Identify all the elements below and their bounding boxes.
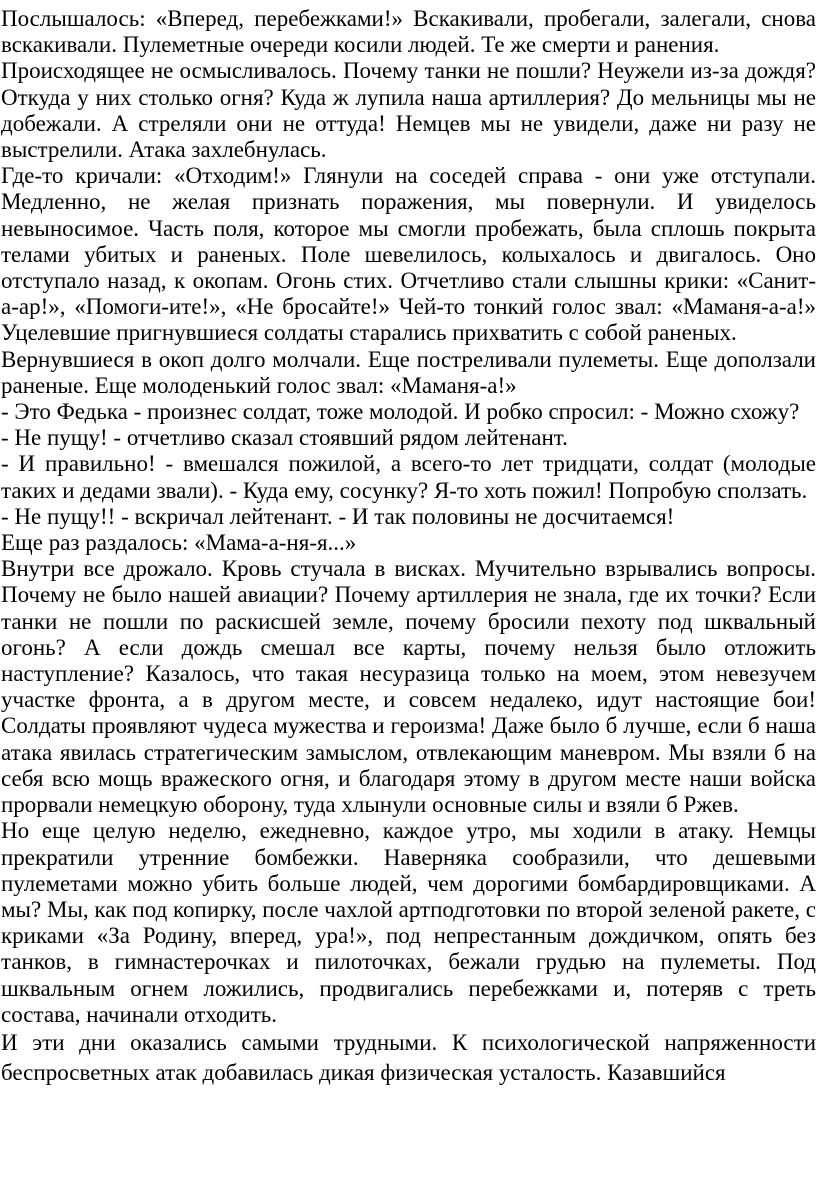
paragraph-7: - И правильно! - вмешался пожилой, а всего-то лет тридцати, солдат (молодые таких и дедами звали). - Куда ему, сосунку? Я-то хоть пожил! Попробую сползать.	[1, 451, 816, 503]
paragraph-10: Внутри все дрожало. Кровь стучала в висках. Мучительно взрывались вопросы. Почему не было нашей авиации? Почему артиллерия не знала, где их точки? Если танки не пошли по раскисшей земле, почему бросили пехоту под шквальный огонь? А если дождь смешал все карты, почему нельзя было отложить наступление? Казалось, что такая несуразица только на моем, этом невезучем участке фронта, а в другом месте, и совсем недалеко, идут настоящие бои! Солдаты проявляют чудеса мужества и героизма! Даже было б лучше, если б наша атака явилась стратегическим замыслом, отвлекающим маневром. Мы взяли б на себя всю мощь вражеского огня, и благодаря этому в другом месте наши войска прорвали немецкую оборону, туда хлынули основные силы и взяли б Ржев.	[1, 556, 816, 818]
paragraph-1: Послышалось: «Вперед, перебежками!» Вскакивали, пробегали, залегали, снова вскакивали. Пулеметные очереди косили людей. Те же смерти и ранения.	[1, 6, 816, 58]
paragraph-5: - Это Федька - произнес солдат, тоже молодой. И робко спросил: - Можно схожу?	[1, 399, 800, 425]
paragraph-4: Вернувшиеся в окоп долго молчали. Еще постреливали пулеметы. Еще доползали раненые. Еще молоденький голос звал: «Маманя-а!»	[1, 346, 816, 398]
paragraph-11: Но еще целую неделю, ежедневно, каждое утро, мы ходили в атаку. Немцы прекратили утренние бомбежки. Наверняка сообразили, что дешевыми пулеметами можно убить больше людей, чем дорогими бомбардировщиками. А мы? Мы, как под копирку, после чахлой артподготовки по второй зеленой ракете, с криками «За Родину, вперед, ура!», под непрестанным дождичком, опять без танков, в гимнастерочках и пилоточках, бежали грудью на пулеметы. Под шквальным огнем ложились, продвигались перебежками и, потеряв с треть состава, начинали отходить.	[1, 818, 816, 1027]
paragraph-8: - Не пущу!! - вскричал лейтенант. - И так половины не досчитаемся!	[1, 503, 675, 529]
paragraph-3: Где-то кричали: «Отходим!» Глянули на соседей справа - они уже отступали. Медленно, не желая признать поражения, мы повернули. И увиделось невыносимое. Часть поля, которое мы смогли пробежать, была сплошь покрыта телами убитых и раненых. Поле шевелилось, колыхалось и двигалось. Оно отступало назад, к окопам. Огонь стих. Отчетливо стали слышны крики: «Санит-а-ар!», «Помоги-ите!», «Не бросайте!» Чей-то тонкий голос звал: «Маманя-а-а!» Уцелевшие пригнувшиеся солдаты старались прихватить с собой раненых.	[1, 163, 816, 346]
paragraph-6: - Не пущу! - отчетливо сказал стоявший рядом лейтенант.	[1, 425, 568, 451]
paragraph-2: Происходящее не осмысливалось. Почему танки не пошли? Неужели из-за дождя? Откуда у них столько огня? Куда ж лупила наша артиллерия? До мельницы мы не добежали. А стреляли они не оттуда! Немцев мы не увидели, даже ни разу не выстрелили. Атака захлебнулась.	[1, 58, 816, 163]
paragraph-12: И эти дни оказались самыми трудными. К психологической напряженности беспросветных атак добавилась дикая физическая усталость. Казавшийся	[1, 1029, 816, 1085]
paragraph-9: Еще раз раздалось: «Мама-а-ня-я...»	[1, 530, 357, 556]
